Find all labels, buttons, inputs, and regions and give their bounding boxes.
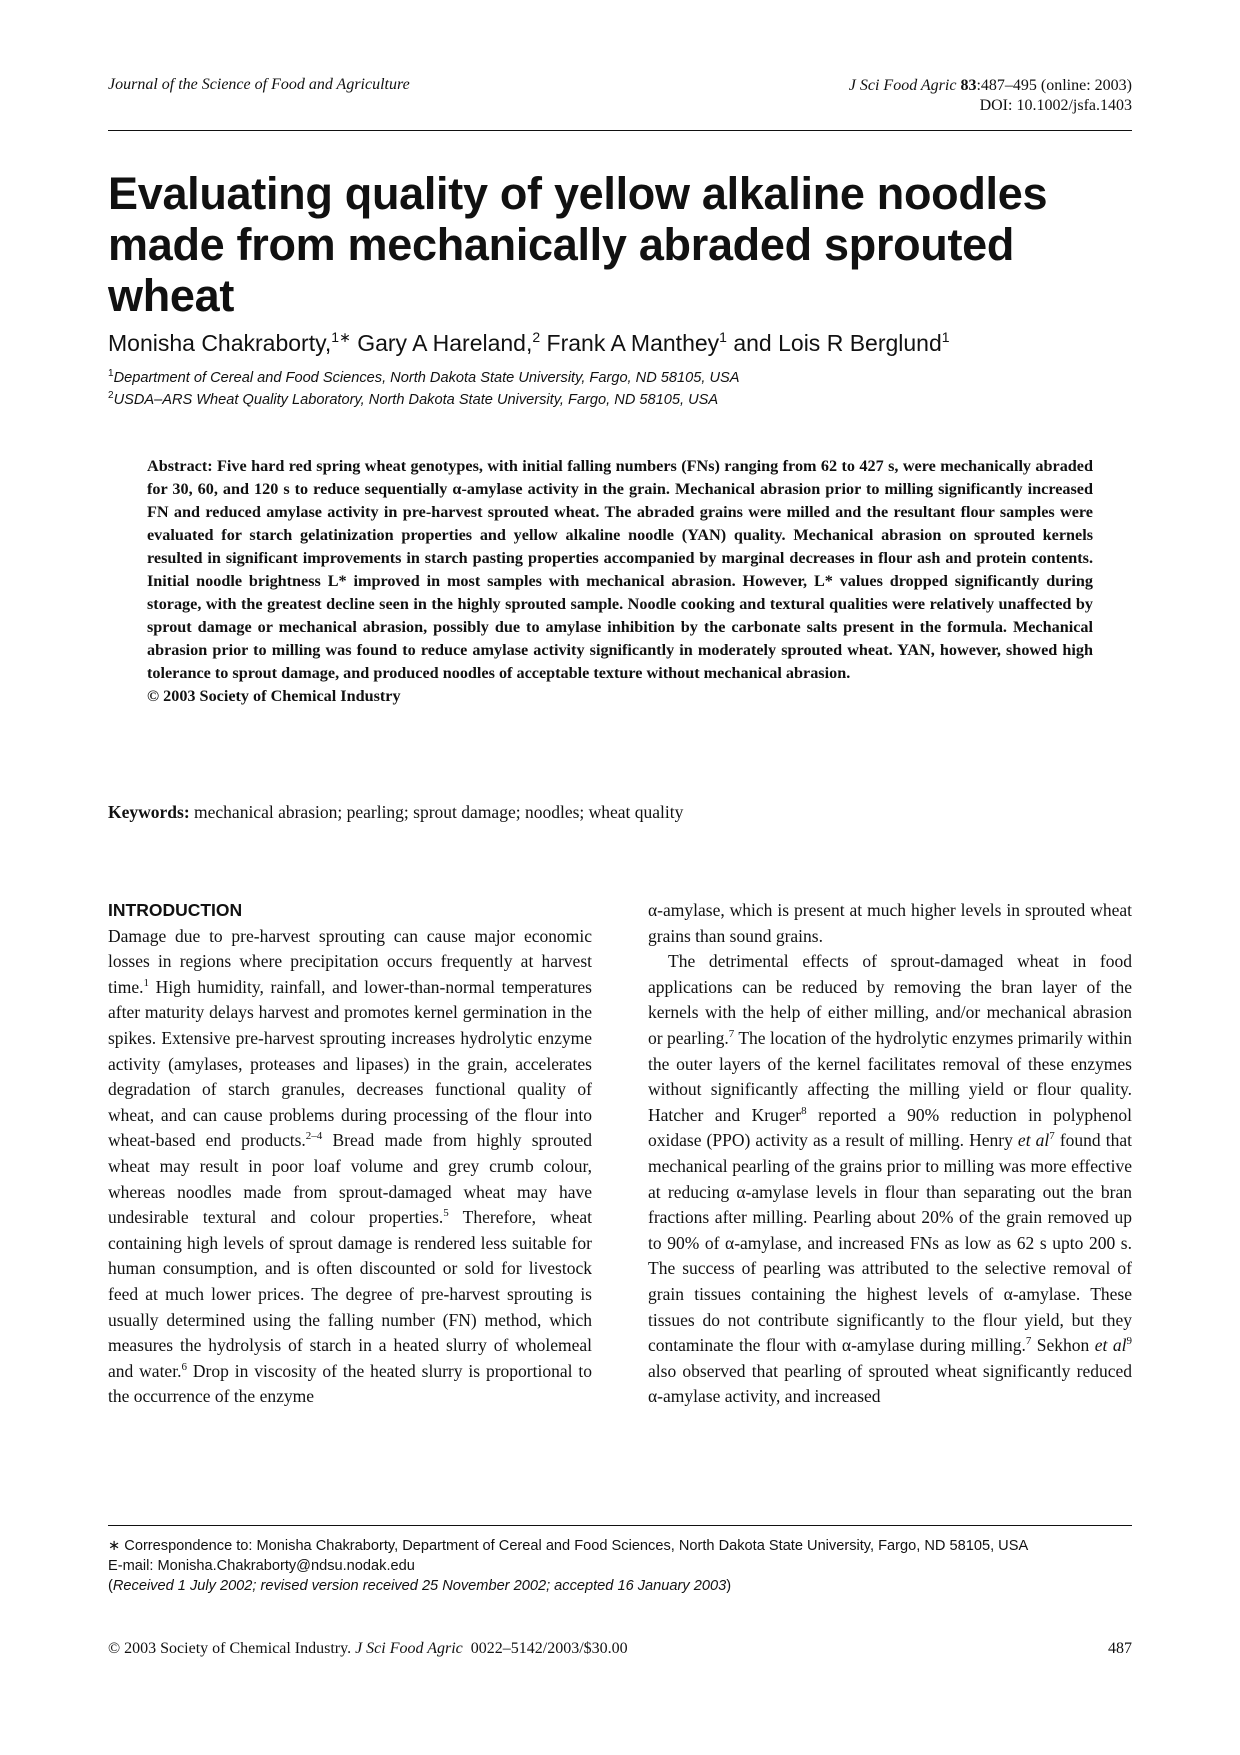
author-name: Monisha Chakraborty, bbox=[108, 330, 332, 356]
text-run: found that mechanical pearling of the grains prior to milling was more effective at reducing α-amylase levels in flour than separating out the bran fractions after milling. Pearling about 20% of the grain removed up to 90% of α-amylase, and increased FNs as low as 62 s upto 200 s. The success of pearling was attributed to the selective removal of grain tissues containing the highest levels of α-amylase. These tissues do not contribute significantly to the flour yield, but they contaminate the flour with α-amylase during milling. bbox=[648, 1130, 1132, 1356]
text-run: α-amylase, which is present at much higher levels in sprouted wheat grains than sound grains. bbox=[648, 900, 1132, 946]
citation-pages: :487–495 (online: 2003) bbox=[976, 77, 1132, 94]
citation-header bbox=[849, 76, 1132, 116]
abstract-copyright: © 2003 Society of Chemical Industry bbox=[147, 687, 401, 705]
email: E-mail: Monisha.Chakraborty@ndsu.nodak.edu bbox=[108, 1558, 415, 1574]
citation-journal: J Sci Food Agric bbox=[848, 77, 957, 94]
text-run: High humidity, rainfall, and lower-than-normal temperatures after maturity delays harvest and promotes kernel germination in the spikes. Extensive pre-harvest sprouting increases hydrolytic enzyme activity (amylases, proteases and lipases) in the grain, accelerates degradation of starch granules, decreases functional quality of wheat, and can cause problems during processing of the flour into wheat-based end products. bbox=[108, 976, 592, 1151]
citation-ref: 8 bbox=[801, 1104, 807, 1117]
citation-ref: 5 bbox=[443, 1207, 449, 1220]
paragraph bbox=[108, 924, 592, 1410]
citation-ref: 2–4 bbox=[305, 1130, 323, 1143]
footer-journal: J Sci Food Agric bbox=[355, 1640, 463, 1657]
author-affil-mark: 2 bbox=[532, 329, 541, 345]
section-heading: INTRODUCTION bbox=[108, 900, 243, 920]
author-name: and Lois R Berglund bbox=[726, 330, 942, 356]
received-dates: (Received 1 July 2002; revised version received 25 November 2002; accepted 16 January 2003) bbox=[108, 1578, 732, 1594]
received-text: Received 1 July 2002; revised version received 25 November 2002; accepted 16 January 2003 bbox=[112, 1578, 727, 1594]
correspondence-note: ∗ Correspondence to: Monisha Chakraborty, Department of Cereal and Food Sciences, North Dakota State University, Fargo, ND 58105, USA bbox=[108, 1538, 1029, 1554]
abstract-text: Abstract: Five hard red spring wheat genotypes, with initial falling numbers (FNs) ranging from 62 to 427 s, were mechanically abraded for 30, 60, and 120 s to reduce sequentially α-amylase activity in the grain. Mechanical abrasion prior to milling significantly increased FN and reduced amylase activity in pre-harvest sprouted wheat. The abraded grains were milled and the resultant flour samples were evaluated for starch gelatinization properties and yellow alkaline noodle (YAN) quality. Mechanical abrasion on sprouted kernels resulted in significant improvements in starch pasting properties accompanied by marginal decreases in flour ash and protein contents. Initial noodle brightness L* improved in most samples with mechanical abrasion. However, L* values dropped significantly during storage, with the greatest decline seen in the highly sprouted sample. Noodle cooking and textural qualities were relatively unaffected by sprout damage or mechanical abrasion, possibly due to amylase inhibition by the carbonate salts present in the formula. Mechanical abrasion prior to milling was found to reduce amylase activity significantly in moderately sprouted wheat. YAN, however, showed high tolerance to sprout damage, and produced noodles of acceptable texture without mechanical abrasion. bbox=[147, 457, 1093, 682]
affiliation bbox=[108, 368, 1132, 388]
citation-volume: 83 bbox=[960, 77, 977, 94]
citation-ref: 6 bbox=[181, 1360, 187, 1373]
doi: DOI: 10.1002/jsfa.1403 bbox=[979, 97, 1132, 114]
text-run: Therefore, wheat containing high levels of sprout damage is rendered less suitable for human consumption, and is often discounted or sold for livestock feed at much lower prices. The degree of pre-harvest sprouting is usually determined using the falling number (FN) method, which measures the hydrolysis of starch in a heated slurry of wholemeal and water. bbox=[108, 1207, 592, 1381]
text-run: also observed that pearling of sprouted wheat significantly reduced α-amylase activity, and increased bbox=[648, 1360, 1132, 1407]
body-column-left bbox=[108, 898, 592, 1410]
body-column-right bbox=[648, 898, 1132, 1410]
footer-copyright-text: © 2003 Society of Chemical Industry. bbox=[108, 1640, 356, 1657]
keywords bbox=[108, 800, 1132, 824]
author-name: Gary A Hareland, bbox=[350, 330, 533, 356]
author-list bbox=[108, 328, 1138, 358]
footer-copyright bbox=[108, 1640, 628, 1658]
abstract bbox=[147, 455, 1093, 708]
header-rule bbox=[108, 130, 1132, 131]
citation-line bbox=[849, 76, 1132, 96]
italic-text: et al bbox=[1017, 1130, 1050, 1151]
italic-text: et al bbox=[1094, 1335, 1127, 1356]
text-run: Drop in viscosity of the heated slurry is proportional to the occurrence of the enzyme bbox=[108, 1360, 593, 1407]
citation-ref: 7 bbox=[728, 1027, 735, 1040]
affiliation-text: USDA–ARS Wheat Quality Laboratory, North Dakota State University, Fargo, ND 58105, USA bbox=[113, 392, 719, 408]
text-run: The detrimental effects of sprout-damaged wheat in food applications can be reduced by removing the bran layer of the kernels with the help of either milling, and/or mechanical abrasion or pearling. bbox=[648, 951, 1132, 1048]
citation-ref: 1 bbox=[143, 976, 149, 989]
page-number: 487 bbox=[1108, 1640, 1132, 1657]
affiliation-mark: 2 bbox=[108, 390, 114, 401]
text-run: Damage due to pre-harvest sprouting can cause major economic losses in regions where precipitation occurs frequently at harvest time. bbox=[108, 925, 592, 997]
text-run: Bread made from highly sprouted wheat may result in poor loaf volume and grey crumb colour, whereas noodles made from sprout-damaged wheat may have undesirable textural and colour properties. bbox=[108, 1130, 592, 1228]
article-title: Evaluating quality of yellow alkaline noodles made from mechanically abraded sprouted wheat bbox=[108, 168, 1048, 321]
footer-issn: 0022–5142/2003/$30.00 bbox=[462, 1640, 628, 1657]
paragraph bbox=[648, 949, 1132, 1410]
text-run: The location of the hydrolytic enzymes primarily within the outer layers of the kernel facilitates removal of these enzymes without significantly affecting the milling yield or flour quality. Hatcher and Kruger bbox=[648, 1027, 1132, 1125]
keywords-label: Keywords: bbox=[108, 802, 190, 822]
text-run: Sekhon bbox=[1031, 1335, 1095, 1356]
paragraph bbox=[648, 898, 1132, 949]
journal-name: Journal of the Science of Food and Agriculture bbox=[108, 76, 410, 93]
author-affil-mark: 1 bbox=[719, 329, 727, 345]
text-run: reported a 90% reduction in polyphenol oxidase (PPO) activity as a result of milling. Henry bbox=[648, 1104, 1132, 1151]
citation-ref: 9 bbox=[1126, 1335, 1132, 1348]
keywords-text: mechanical abrasion; pearling; sprout damage; noodles; wheat quality bbox=[189, 802, 684, 822]
author-affil-mark: 1∗ bbox=[331, 329, 351, 345]
author-name: Frank A Manthey bbox=[540, 330, 720, 356]
citation-ref: 7 bbox=[1049, 1130, 1055, 1143]
affiliation-mark: 1 bbox=[108, 368, 114, 379]
affiliation-text: Department of Cereal and Food Sciences, North Dakota State University, Fargo, ND 58105, USA bbox=[113, 370, 740, 386]
footnote bbox=[108, 1536, 1132, 1596]
affiliation bbox=[108, 390, 1132, 410]
citation-ref: 7 bbox=[1025, 1335, 1032, 1348]
footnote-rule bbox=[108, 1525, 1132, 1526]
author-affil-mark: 1 bbox=[941, 329, 950, 345]
